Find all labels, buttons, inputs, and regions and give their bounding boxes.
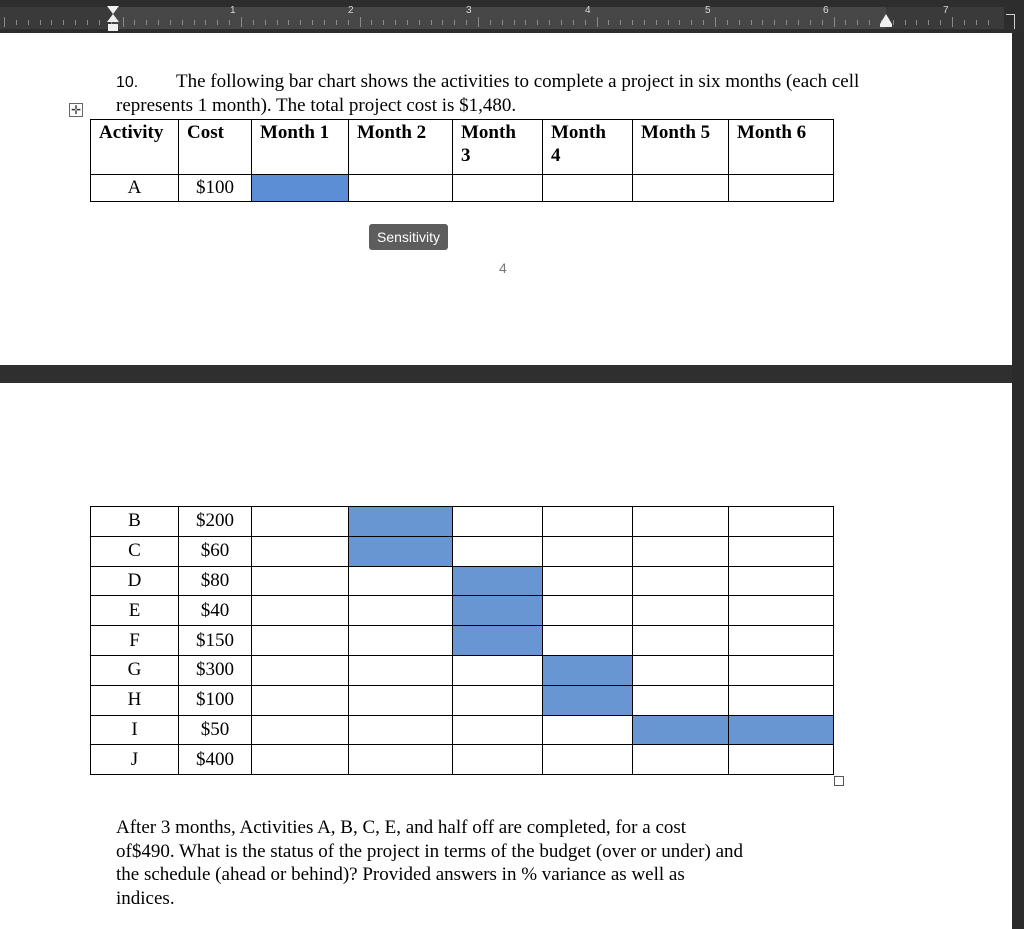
month-4-bar <box>543 655 633 685</box>
month-2-cell <box>349 566 453 596</box>
month-5-cell <box>633 507 729 537</box>
ruler-tick <box>727 20 728 25</box>
ruler-tick <box>608 20 609 25</box>
month-4-bar <box>543 685 633 715</box>
month-2-cell <box>349 626 453 656</box>
month-3-bar <box>453 566 543 596</box>
ruler-tick <box>656 20 657 25</box>
ruler-tick <box>158 20 159 25</box>
month-4-cell <box>543 175 633 202</box>
table-row <box>91 655 834 685</box>
ruler-tick <box>265 20 266 25</box>
month-5-cell <box>633 626 729 656</box>
ruler-tick <box>336 20 337 25</box>
cost-cell: $150 <box>179 626 252 656</box>
ruler-tick <box>395 20 396 25</box>
cost-cell: $400 <box>179 745 252 775</box>
ruler-tick <box>324 20 325 25</box>
ruler <box>0 0 1024 33</box>
month-5-cell <box>633 685 729 715</box>
ruler-tick <box>703 20 704 25</box>
ruler-tick <box>679 20 680 25</box>
month-4-cell <box>543 566 633 596</box>
ruler-tick <box>51 20 52 25</box>
month-5-cell <box>633 175 729 202</box>
month-1-cell <box>252 626 349 656</box>
ruler-tick <box>668 20 669 25</box>
month-3-bar <box>453 596 543 626</box>
ruler-tick <box>810 20 811 25</box>
ruler-tick <box>834 17 835 27</box>
activity-table-bottom <box>90 506 834 775</box>
month-4-cell <box>543 715 633 745</box>
ruler-tick <box>976 20 977 25</box>
ruler-number: 3 <box>466 5 472 16</box>
ruler-tick <box>857 20 858 25</box>
ruler-tick <box>241 17 242 27</box>
ruler-tick <box>928 20 929 25</box>
month-5-cell <box>633 745 729 775</box>
ruler-tick <box>549 20 550 25</box>
ruler-number: 2 <box>348 5 354 16</box>
activity-cell: C <box>91 536 179 566</box>
ruler-tick <box>300 20 301 25</box>
follow-up-line: indices. <box>116 887 175 909</box>
cost-cell: $300 <box>179 655 252 685</box>
ruler-text-area <box>112 7 886 29</box>
ruler-tick <box>40 20 41 25</box>
month-5-cell <box>633 655 729 685</box>
header-month-4-num: 4 <box>551 145 561 166</box>
ruler-tick <box>63 20 64 25</box>
ruler-tick <box>16 20 17 25</box>
ruler-tick <box>253 20 254 25</box>
first-line-indent-marker-icon[interactable] <box>106 5 120 33</box>
month-6-cell <box>729 566 834 596</box>
ruler-tick <box>514 20 515 25</box>
month-1-cell <box>252 596 349 626</box>
table-row <box>91 566 834 596</box>
ruler-number: 6 <box>823 5 829 16</box>
ruler-tick <box>940 20 941 25</box>
follow-up-question <box>116 816 796 910</box>
activity-table-top <box>90 119 834 202</box>
ruler-tick <box>28 20 29 25</box>
header-month-4 <box>543 120 633 175</box>
header-cost: Cost <box>179 120 252 175</box>
table-row <box>91 536 834 566</box>
ruler-tick <box>988 20 989 25</box>
ruler-tick <box>383 20 384 25</box>
page-number: 4 <box>499 260 507 276</box>
ruler-tick <box>312 20 313 25</box>
ruler-tick <box>490 20 491 25</box>
ruler-tick <box>419 20 420 25</box>
ruler-tick <box>217 20 218 25</box>
header-month-6: Month 6 <box>729 120 834 175</box>
month-2-cell <box>349 655 453 685</box>
cost-cell: $60 <box>179 536 252 566</box>
ruler-tick <box>905 20 906 25</box>
month-3-cell <box>453 745 543 775</box>
month-1-cell <box>252 745 349 775</box>
ruler-tick <box>502 20 503 25</box>
activity-cell: D <box>91 566 179 596</box>
month-1-cell <box>252 655 349 685</box>
ruler-tick <box>288 20 289 25</box>
ruler-tick <box>620 20 621 25</box>
month-2-bar <box>349 536 453 566</box>
activity-cell: H <box>91 685 179 715</box>
month-6-cell <box>729 536 834 566</box>
header-month-3-num: 3 <box>461 145 471 166</box>
ruler-tick <box>182 20 183 25</box>
month-6-cell <box>729 507 834 537</box>
ruler-tick <box>360 17 361 27</box>
page-gap <box>0 365 1024 383</box>
month-5-cell <box>633 596 729 626</box>
month-6-cell <box>729 745 834 775</box>
ruler-number: 4 <box>585 5 591 16</box>
ruler-tick <box>525 20 526 25</box>
ruler-tick <box>75 20 76 25</box>
table-header-row <box>91 120 834 175</box>
sensitivity-tooltip: Sensitivity <box>369 224 448 250</box>
question-line-1 <box>116 71 859 93</box>
table-row <box>91 175 834 202</box>
header-month-5: Month 5 <box>633 120 729 175</box>
ruler-tick <box>170 20 171 25</box>
ruler-tick <box>87 20 88 25</box>
month-2-bar <box>349 507 453 537</box>
month-3-cell <box>453 685 543 715</box>
ruler-tick <box>715 17 716 27</box>
ruler-tick <box>123 17 124 27</box>
ruler-tick <box>632 20 633 25</box>
activity-cell: B <box>91 507 179 537</box>
activity-cell: I <box>91 715 179 745</box>
month-3-cell <box>453 715 543 745</box>
ruler-tick <box>348 20 349 25</box>
question-text-1: The following bar chart shows the activities to complete a project in six months (each cell <box>176 71 860 92</box>
activity-cell: F <box>91 626 179 656</box>
ruler-tick <box>194 20 195 25</box>
month-1-cell <box>252 536 349 566</box>
ruler-tick <box>466 20 467 25</box>
ruler-tick <box>431 20 432 25</box>
month-6-cell <box>729 685 834 715</box>
month-5-bar <box>633 715 729 745</box>
ruler-end-marker <box>1006 14 1015 29</box>
month-2-cell <box>349 685 453 715</box>
ruler-tick <box>205 20 206 25</box>
follow-up-line: of$490. What is the status of the project in terms of the budget (over or under) and <box>116 840 744 862</box>
month-1-bar <box>252 175 349 202</box>
month-3-bar <box>453 626 543 656</box>
header-activity: Activity <box>91 120 179 175</box>
table-row <box>91 715 834 745</box>
ruler-tick <box>751 20 752 25</box>
header-month-4-word: Month <box>551 122 606 143</box>
cost-cell: $200 <box>179 507 252 537</box>
ruler-number: 5 <box>705 5 711 16</box>
cost-cell: $50 <box>179 715 252 745</box>
question-number: 10. <box>116 74 139 91</box>
ruler-tick <box>454 20 455 25</box>
cost-cell: $100 <box>179 685 252 715</box>
table-resize-handle[interactable] <box>834 776 844 786</box>
header-month-1: Month 1 <box>252 120 349 175</box>
activity-cell: G <box>91 655 179 685</box>
ruler-tick <box>597 17 598 27</box>
ruler-tick <box>229 20 230 25</box>
ruler-tick <box>561 20 562 25</box>
month-1-cell <box>252 685 349 715</box>
month-2-cell <box>349 745 453 775</box>
right-indent-marker-icon[interactable] <box>879 10 893 28</box>
ruler-number: 1 <box>230 5 236 16</box>
cost-cell: $100 <box>179 175 252 202</box>
month-1-cell <box>252 566 349 596</box>
month-4-cell <box>543 626 633 656</box>
month-6-cell <box>729 175 834 202</box>
table-row <box>91 685 834 715</box>
ruler-tick <box>964 20 965 25</box>
month-6-cell <box>729 626 834 656</box>
ruler-tick <box>916 20 917 25</box>
month-2-cell <box>349 715 453 745</box>
ruler-tick <box>774 20 775 25</box>
month-5-cell <box>633 536 729 566</box>
ruler-tick <box>99 20 100 25</box>
table-move-handle-icon[interactable]: ✛ <box>70 103 82 117</box>
month-6-cell <box>729 655 834 685</box>
activity-cell: A <box>91 175 179 202</box>
ruler-tick <box>146 20 147 25</box>
ruler-tick <box>691 20 692 25</box>
follow-up-line: the schedule (ahead or behind)? Provided answers in % variance as well as <box>116 864 685 885</box>
ruler-tick <box>134 20 135 25</box>
ruler-tick <box>644 20 645 25</box>
table-row <box>91 626 834 656</box>
month-1-cell <box>252 507 349 537</box>
month-3-cell <box>453 175 543 202</box>
table-row <box>91 745 834 775</box>
ruler-tick <box>537 20 538 25</box>
month-4-cell <box>543 596 633 626</box>
month-5-cell <box>633 566 729 596</box>
ruler-tick <box>762 20 763 25</box>
question-line-2: represents 1 month). The total project cost is $1,480. <box>116 95 517 116</box>
header-month-3 <box>453 120 543 175</box>
ruler-tick <box>573 20 574 25</box>
ruler-tick <box>786 20 787 25</box>
cost-cell: $80 <box>179 566 252 596</box>
ruler-tick <box>371 20 372 25</box>
month-3-cell <box>453 655 543 685</box>
ruler-tick <box>407 20 408 25</box>
ruler-tick <box>4 17 5 27</box>
ruler-tick <box>952 17 953 27</box>
header-month-3-word: Month <box>461 122 516 143</box>
month-2-cell <box>349 596 453 626</box>
ruler-number: 7 <box>943 5 949 16</box>
activity-cell: J <box>91 745 179 775</box>
ruler-tick <box>869 20 870 25</box>
follow-up-line: After 3 months, Activities A, B, C, E, and half off are completed, for a cost <box>116 817 687 838</box>
month-4-cell <box>543 507 633 537</box>
table-row <box>91 596 834 626</box>
month-3-cell <box>453 536 543 566</box>
month-1-cell <box>252 715 349 745</box>
month-4-cell <box>543 536 633 566</box>
month-4-cell <box>543 745 633 775</box>
ruler-tick <box>822 20 823 25</box>
ruler-tick <box>442 20 443 25</box>
month-6-cell <box>729 596 834 626</box>
month-3-cell <box>453 507 543 537</box>
ruler-tick <box>798 20 799 25</box>
cost-cell: $40 <box>179 596 252 626</box>
activity-cell: E <box>91 596 179 626</box>
ruler-tick <box>845 20 846 25</box>
ruler-tick <box>585 20 586 25</box>
month-2-cell <box>349 175 453 202</box>
window-edge <box>1012 33 1024 929</box>
ruler-tick <box>739 20 740 25</box>
month-6-bar <box>729 715 834 745</box>
table-row <box>91 507 834 537</box>
header-month-2: Month 2 <box>349 120 453 175</box>
ruler-tick <box>478 17 479 27</box>
ruler-tick <box>277 20 278 25</box>
